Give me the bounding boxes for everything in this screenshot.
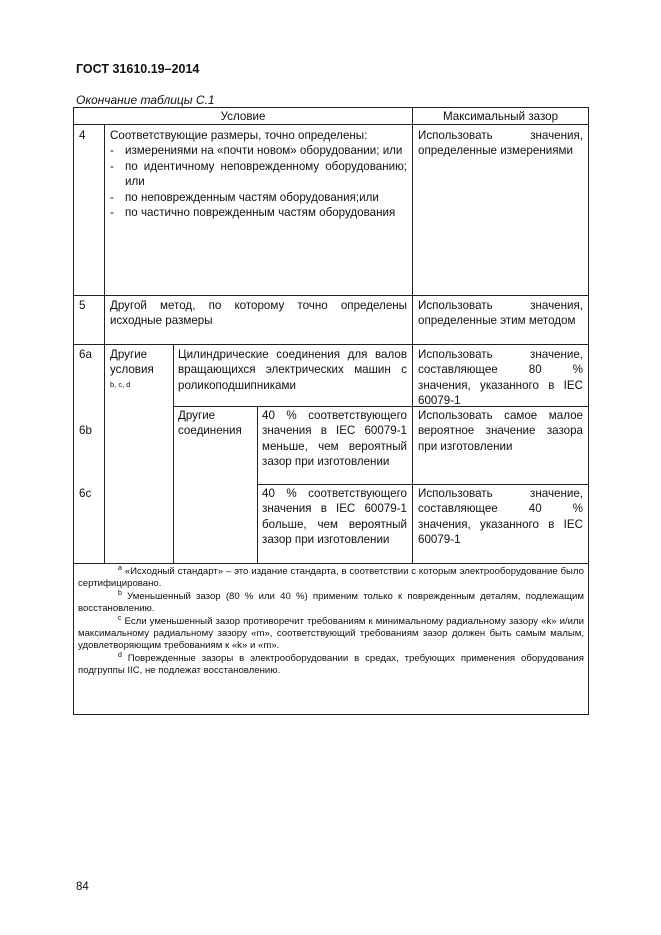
row-number: 6b [79, 424, 92, 437]
footnote-mark: b [118, 589, 122, 597]
header-max-gap: Максимальный зазор [442, 110, 559, 123]
row-number: 6a [79, 348, 92, 361]
footnote-text: Поврежденные зазоры в электрооборудовании в средах, требующих применения оборудования подгруппы IIC, не подлежат восстановлению. [78, 652, 584, 677]
subgroup-cell: Другие соединения [178, 409, 242, 438]
table-caption: Окончание таблицы С.1 [76, 93, 215, 107]
row-number: 4 [79, 129, 86, 142]
footnote-text: «Исходный стандарт» – это издание стандарта, в соответствии с которым электрооборудование было сертифицировано. [78, 566, 584, 590]
condition-cell: Цилиндрические соединения для валов вращающихся электрических машин с роликоподшипниками [178, 348, 407, 392]
col-divider [104, 124, 105, 563]
footnote-mark: c [118, 614, 122, 622]
notes-divider [74, 563, 588, 564]
list-item: - по частично поврежденным частям оборудования [110, 205, 407, 220]
max-gap-cell: Использовать значения, определенные измерениями [418, 129, 583, 158]
footnote-mark: а [118, 564, 122, 572]
max-gap-cell: Использовать значение, составляющее 80 % значения, указанного в IEC 60079-1 [418, 348, 583, 408]
group-cell [110, 347, 172, 394]
col-divider [257, 406, 258, 563]
condition-cell [110, 128, 407, 220]
header-condition: Условие [220, 110, 266, 123]
max-gap-cell: Использовать значение, составляющее 40 % значения, указанного в IEC 60079-1 [418, 487, 583, 547]
footnote [78, 591, 584, 616]
condition-cell: Другой метод, по которому точно определены исходные размеры [110, 299, 407, 328]
col-divider [412, 108, 413, 563]
col-divider [173, 344, 174, 563]
row-number: 6c [79, 487, 92, 500]
condition-cell: 40 % соответствующего значения в IEC 60079-1 меньше, чем вероятный зазор при изготовлении [262, 409, 407, 469]
max-gap-cell: Использовать значения, определенные этим методом [418, 299, 583, 328]
document-header: ГОСТ 31610.19–2014 [76, 62, 200, 76]
footnote-text: Если уменьшенный зазор противоречит требованиям к минимальному радиальному зазору «k» и/или максимальному радиальному зазору «m», соответствующий требованиям зазор должен быть самым малым, удовлетворяющим требованиям к «k» и «m». [78, 615, 584, 652]
footnote-mark: d [118, 651, 122, 659]
footnote [78, 566, 584, 591]
footnote [78, 616, 584, 653]
list-item: - по идентичному неповрежденному оборудованию; или [110, 159, 407, 190]
footnote-refs: b, c, d [110, 379, 131, 389]
row-divider [74, 344, 588, 345]
footnote-text: Уменьшенный зазор (80 % или 40 %) применим только к поврежденным деталям, подлежащим восстановлению. [78, 590, 584, 615]
row-number: 5 [79, 299, 86, 312]
max-gap-cell: Использовать самое малое вероятное значение зазора при изготовлении [418, 409, 583, 453]
row-divider [257, 484, 588, 485]
clearance-table [73, 107, 589, 715]
condition-list [110, 143, 407, 220]
footnote [78, 653, 584, 678]
table-notes [74, 566, 588, 678]
list-item: - измерениями на «почти новом» оборудовании; или [110, 143, 407, 158]
condition-cell: 40 % соответствующего значения в IEC 60079-1 больше, чем вероятный зазор при изготовлении [262, 487, 407, 547]
list-item: - по неповрежденным частям оборудования;или [110, 190, 407, 205]
page-number: 84 [76, 881, 89, 893]
group-label: Другие условия [110, 348, 154, 377]
row-divider [74, 295, 588, 296]
condition-intro: Соответствующие размеры, точно определены: [110, 129, 368, 142]
